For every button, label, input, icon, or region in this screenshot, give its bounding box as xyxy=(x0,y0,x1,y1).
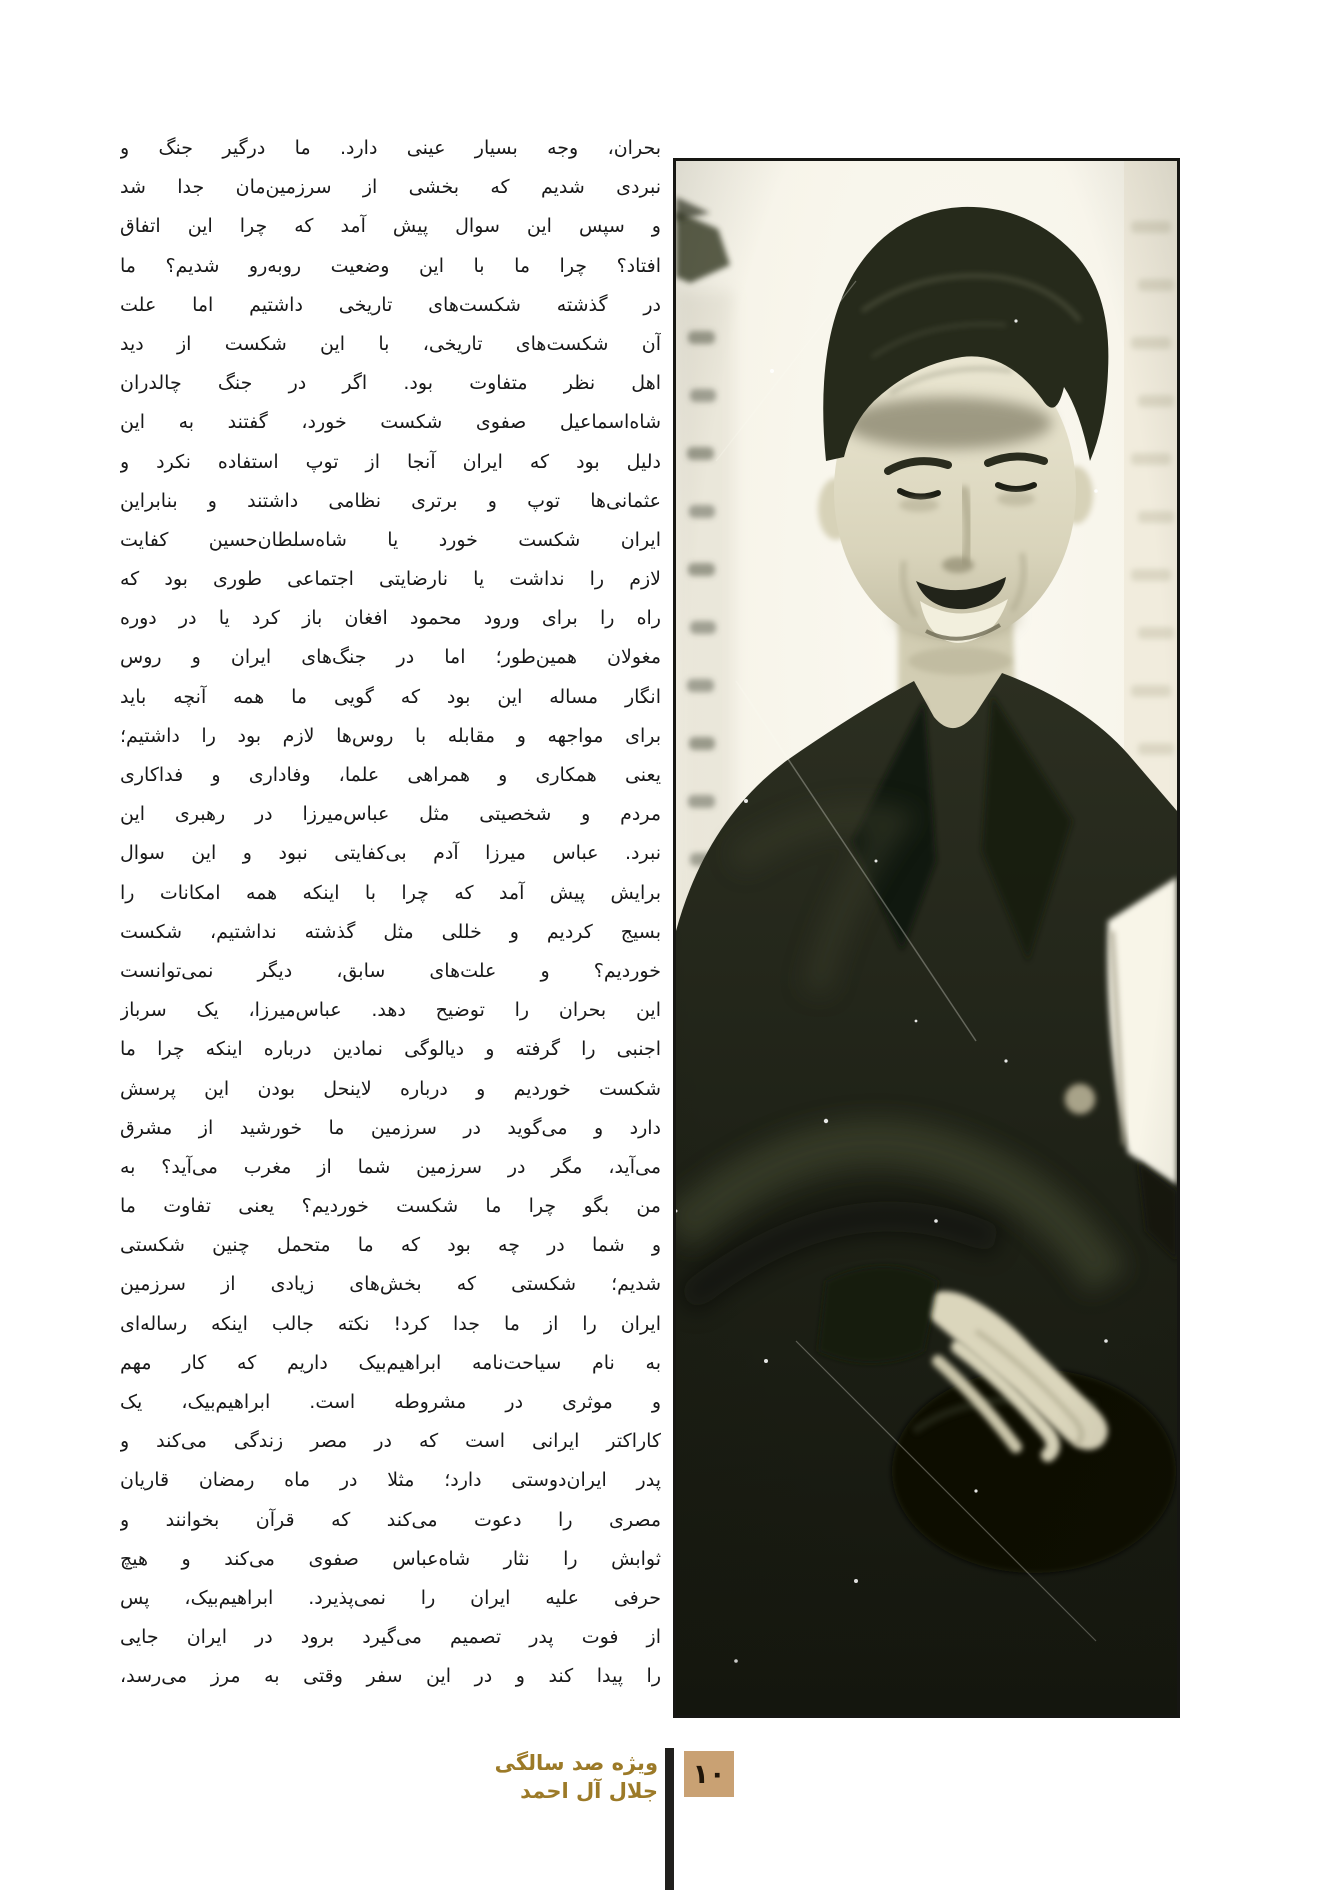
portrait-photo-illustration xyxy=(676,161,1177,1715)
text-line: شدیم؛ شکستی که بخش‌های زیادی از سرزمین xyxy=(120,1273,661,1296)
text-line: حرفی علیه ایران را نمی‌پذیرد. ابراهیم‌بیک، پس xyxy=(120,1586,661,1609)
issue-caption xyxy=(408,1749,658,1805)
article-text-column xyxy=(120,129,661,1721)
text-line: مردم و شخصیتی مثل عباس‌میرزا در رهبری این xyxy=(120,803,661,826)
text-line: خوردیم؟ و علت‌های سابق، دیگر نمی‌توانست xyxy=(120,959,661,982)
text-line: آن شکست‌های تاریخی، با این شکست از دید xyxy=(120,332,661,355)
text-line: این بحران را توضیح دهد. عباس‌میرزا، یک سرباز xyxy=(120,999,661,1022)
text-line: دارد و می‌گوید در سرزمین ما خورشید از مشرق xyxy=(120,1116,661,1139)
text-line: ایران شکست خورد یا شاه‌سلطان‌حسین کفایت xyxy=(120,528,661,551)
text-line: ثوابش را نثار شاه‌عباس صفوی می‌کند و هیچ xyxy=(120,1547,661,1570)
text-line: مغولان همین‌طور؛ اما در جنگ‌های ایران و روس xyxy=(120,646,661,669)
text-line: نبرد. عباس میرزا آدم بی‌کفایتی نبود و این سوال xyxy=(120,842,661,865)
text-line: شاه‌اسماعیل صفوی شکست خورد، گفتند به این xyxy=(120,411,661,434)
text-line: بسیج کردیم و خللی مثل گذشته نداشتیم، شکست xyxy=(120,920,661,943)
text-line: می‌آید، مگر در سرزمین شما از مغرب می‌آید؟ به xyxy=(120,1155,661,1178)
text-line: یعنی همکاری و همراهی علما، وفاداری و فداکاری xyxy=(120,764,661,786)
text-line: به نام سیاحت‌نامه ابراهیم‌بیک داریم که کار مهم xyxy=(120,1351,661,1374)
portrait-photo xyxy=(673,158,1180,1718)
text-line: برایش پیش آمد که چرا با اینکه همه امکانات را xyxy=(120,881,661,904)
text-line: مصری را دعوت می‌کند که قرآن بخوانند و xyxy=(120,1508,661,1531)
text-line: راه را برای ورود محمود افغان باز کرد یا در دوره xyxy=(120,607,661,630)
text-line: ایران را از ما جدا کرد! نکته جالب اینکه رساله‌ای xyxy=(120,1312,661,1335)
text-line: نبردی شدیم که بخشی از سرزمین‌مان جدا شد xyxy=(120,176,661,199)
page-number-badge: ۱۰ xyxy=(684,1751,734,1797)
text-line: لازم را نداشت یا نارضایتی اجتماعی طوری بود که xyxy=(120,568,661,591)
text-line: افتاد؟ چرا ما با این وضعیت روبه‌رو شدیم؟ ما xyxy=(120,254,661,277)
text-line: برای مواجهه و مقابله با روس‌ها لازم بود را داشتیم؛ xyxy=(120,724,661,747)
text-line: بحران، وجه بسیار عینی دارد. ما درگیر جنگ و xyxy=(120,137,661,159)
text-line: شکست خوردیم و درباره لاینحل بودن این پرسش xyxy=(120,1077,661,1100)
issue-caption-line2: جلال آل احمد xyxy=(520,1779,658,1803)
text-line: کاراکتر ایرانی است که در مصر زندگی می‌کند و xyxy=(120,1430,661,1453)
text-line: دلیل بود که ایران آنجا از توپ استفاده نکرد و xyxy=(120,450,661,473)
footer-divider-bar xyxy=(665,1748,674,1890)
text-line: از فوت پدر تصمیم می‌گیرد برود در ایران جایی xyxy=(120,1626,661,1649)
text-line: در گذشته شکست‌های تاریخی داشتیم اما علت xyxy=(120,293,661,316)
text-line: عثمانی‌ها توپ و برتری نظامی داشتند و بنابراین xyxy=(120,489,661,512)
text-line: انگار مساله این بود که گویی ما همه آنچه باید xyxy=(120,685,661,708)
text-line: را پیدا کند و در این سفر وقتی به مرز می‌رسد، xyxy=(120,1665,661,1688)
text-line: من بگو چرا ما شکست خوردیم؟ یعنی تفاوت ما xyxy=(120,1195,661,1218)
issue-caption-line1: ویژه صد سالگی xyxy=(494,1751,658,1775)
text-line: و شما در چه بود که ما متحمل چنین شکستی xyxy=(120,1234,661,1257)
text-line: اجنبی را گرفته و دیالوگی نمادین درباره اینکه چرا ما xyxy=(120,1038,661,1061)
text-line: و موثری در مشروطه است. ابراهیم‌بیک، یک xyxy=(120,1391,661,1413)
text-line: و سپس این سوال پیش آمد که چرا این اتفاق xyxy=(120,215,661,238)
text-line: پدر ایران‌دوستی دارد؛ مثلا در ماه رمضان قاریان xyxy=(120,1469,661,1492)
text-line: اهل نظر متفاوت بود. اگر در جنگ چالدران xyxy=(120,372,661,395)
